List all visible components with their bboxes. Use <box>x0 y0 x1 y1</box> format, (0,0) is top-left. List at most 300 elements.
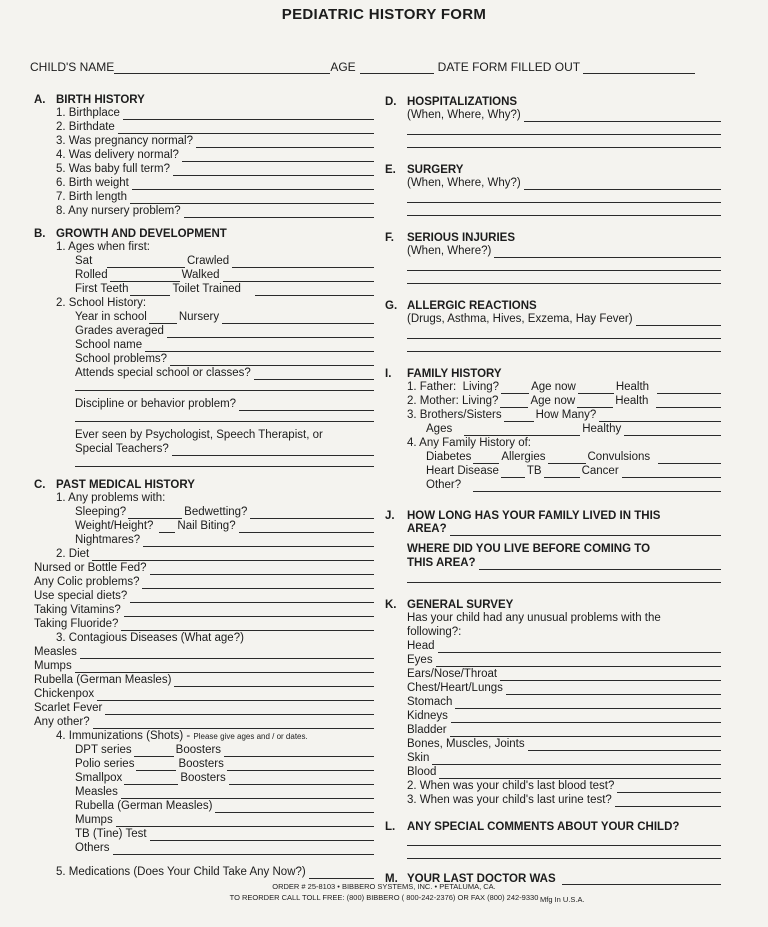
surgery-line-2[interactable] <box>407 190 721 203</box>
siblings-field[interactable] <box>504 410 534 422</box>
k-intro-1: Has your child had any unusual problems with the <box>407 612 661 624</box>
field-label: Age now <box>530 395 576 407</box>
school-name-row <box>34 338 374 352</box>
discipline-row <box>34 397 374 411</box>
field-label: First Teeth <box>75 283 129 295</box>
childs-name-label: CHILD'S NAME <box>30 60 115 74</box>
reorder-info: TO REORDER CALL TOLL FREE: (800) BIBBERO ( 800-242-2376) OR FAX (800) 242-9330 <box>229 893 539 902</box>
bladder-row <box>385 723 721 737</box>
section-a-heading <box>34 90 374 106</box>
family-history-label: 4. Any Family History of: <box>407 437 531 449</box>
section-title: ALLERGIC REACTIONS <box>407 300 537 312</box>
mfg-label: Mfg In U.S.A. <box>540 895 585 904</box>
scarlet-fever-row <box>34 701 374 715</box>
field-label: 6. Birth weight <box>56 177 129 189</box>
heart-disease-field[interactable] <box>501 466 525 478</box>
colic-field[interactable] <box>142 578 374 589</box>
field-label: Grades averaged <box>75 325 164 337</box>
father-living-field[interactable] <box>501 382 529 394</box>
field-label: Bones, Muscles, Joints <box>407 738 525 750</box>
polio-row <box>34 757 374 771</box>
header-fields <box>30 60 720 74</box>
injuries-line-3[interactable] <box>407 271 721 284</box>
sleeping-field[interactable] <box>128 507 182 519</box>
others-field[interactable] <box>113 844 374 855</box>
field-label: 4. Immunizations (Shots) - <box>56 730 191 742</box>
field-label: (When, Where, Why?) <box>407 109 521 121</box>
section-letter: B. <box>34 228 46 240</box>
section-e-heading <box>385 160 721 176</box>
field-label: Walked <box>181 269 220 281</box>
field-label: How Many? <box>535 409 597 421</box>
field-label: 2. When was your child's last blood test? <box>407 780 615 792</box>
siblings-row <box>385 408 721 422</box>
convulsions-field[interactable] <box>658 453 721 464</box>
field-label: 5. Medications (Does Your Child Take Any Now?) <box>56 866 306 878</box>
field-label: Scarlet Fever <box>34 702 103 714</box>
ent-field[interactable] <box>500 670 721 681</box>
section-letter: C. <box>34 479 46 491</box>
contagious-label: 3. Contagious Diseases (What age?) <box>56 632 244 644</box>
section-title: PAST MEDICAL HISTORY <box>56 479 195 491</box>
medications-field[interactable] <box>309 868 374 879</box>
section-title: GENERAL SURVEY <box>407 599 514 611</box>
imm-mumps-row <box>34 813 374 827</box>
grades-row <box>34 324 374 338</box>
field-label: Year in school <box>75 311 147 323</box>
special-school-row <box>34 366 374 380</box>
field-label: Bladder <box>407 724 447 736</box>
field-label: Allergies <box>501 451 546 463</box>
field-label: 2. Mother: <box>407 395 459 407</box>
section-letter: D. <box>385 96 397 108</box>
field-label: Cancer <box>581 465 619 477</box>
diet-field[interactable] <box>92 550 374 561</box>
diabetes-row <box>385 450 721 464</box>
surgery-line-3[interactable] <box>407 203 721 216</box>
nursery-problem-row <box>34 204 374 218</box>
birthplace-row <box>34 106 374 120</box>
field-label: Attends special school or classes? <box>75 367 251 379</box>
others-row <box>34 841 374 855</box>
field-label: Sleeping? <box>75 506 127 518</box>
special-school-line[interactable] <box>75 380 374 391</box>
seen-by-row-2 <box>34 442 374 456</box>
field-label: 1. Birthplace <box>56 107 120 119</box>
first-teeth-field[interactable] <box>130 284 170 296</box>
field-label: 4. Was delivery normal? <box>56 149 179 161</box>
diet-row <box>34 547 374 561</box>
medications-row <box>34 865 374 879</box>
field-label: Stomach <box>407 696 453 708</box>
head-row <box>385 639 721 653</box>
hospitalizations-field[interactable] <box>524 111 721 122</box>
field-label: Mumps <box>34 660 72 672</box>
allergic-row <box>385 312 721 326</box>
chickenpox-row <box>34 687 374 701</box>
field-label: Special Teachers? <box>75 443 169 455</box>
age-field[interactable] <box>360 62 434 74</box>
immunizations-label <box>34 729 374 743</box>
field-label: 5. Was baby full term? <box>56 163 170 175</box>
full-term-field[interactable] <box>173 165 374 176</box>
seen-by-field[interactable] <box>172 445 374 456</box>
surgery-field[interactable] <box>524 179 721 190</box>
vitamins-field[interactable] <box>124 606 374 617</box>
imm-rubella-field[interactable] <box>215 802 374 813</box>
left-column <box>34 90 374 879</box>
field-label: Nursed or Bottle Fed? <box>34 562 147 574</box>
section-title: ANY SPECIAL COMMENTS ABOUT YOUR CHILD? <box>407 821 680 833</box>
section-letter: L. <box>385 821 396 833</box>
order-info: ORDER # 25-8103 • BIBBERO SYSTEMS, INC. • PETALUMA, CA. <box>272 882 496 891</box>
fluoride-field[interactable] <box>121 620 374 631</box>
mumps-row <box>34 659 374 673</box>
field-label: Age now <box>531 381 576 393</box>
childs-name-field[interactable] <box>114 62 330 74</box>
mother-age-field[interactable] <box>577 396 613 408</box>
special-diets-field[interactable] <box>130 592 374 603</box>
section-letter: E. <box>385 164 396 176</box>
school-name-field[interactable] <box>145 341 374 352</box>
field-label: (When, Where, Why?) <box>407 177 521 189</box>
field-label: Discipline or behavior problem? <box>75 398 237 410</box>
colic-row <box>34 575 374 589</box>
school-problems-field[interactable] <box>170 355 374 366</box>
field-label: Rubella (German Measles) <box>75 800 213 812</box>
tb-test-field[interactable] <box>150 830 374 841</box>
mumps-field[interactable] <box>75 662 374 673</box>
dpt-field[interactable] <box>134 745 174 757</box>
field-label: Rubella (German Measles) <box>34 674 172 686</box>
section-l-heading <box>385 817 721 833</box>
allergic-line-3[interactable] <box>407 339 721 352</box>
field-label: Kidneys <box>407 710 448 722</box>
rolled-field[interactable] <box>110 270 180 282</box>
imm-measles-field[interactable] <box>121 788 374 799</box>
how-long-field[interactable] <box>450 525 721 536</box>
bones-field[interactable] <box>528 740 721 751</box>
eyes-field[interactable] <box>436 656 721 667</box>
rubella-field[interactable] <box>174 676 374 687</box>
section-letter: A. <box>34 94 46 106</box>
date-label: DATE FORM FILLED OUT <box>437 60 581 74</box>
bladder-field[interactable] <box>450 726 721 737</box>
blood-test-field[interactable] <box>617 782 721 793</box>
chest-field[interactable] <box>506 684 721 695</box>
section-g-heading <box>385 296 721 312</box>
blood-test-row <box>385 779 721 793</box>
nursed-field[interactable] <box>150 564 374 575</box>
section-letter: K. <box>385 599 397 611</box>
measles-row <box>34 645 374 659</box>
sat-crawled-row <box>34 254 374 268</box>
field-label: Heart Disease <box>426 465 499 477</box>
section-title: GROWTH AND DEVELOPMENT <box>56 228 227 240</box>
urine-test-row <box>385 793 721 807</box>
field-label: 8. Any nursery problem? <box>56 205 181 217</box>
j-this-area-row <box>385 556 721 570</box>
field-label: 2. Birthdate <box>56 121 115 133</box>
nursery-problem-field[interactable] <box>184 207 374 218</box>
tb-test-row <box>34 827 374 841</box>
comments-line-2[interactable] <box>407 846 721 859</box>
field-label: Weight/Height? <box>75 520 154 532</box>
date-field[interactable] <box>583 62 695 74</box>
section-title: SERIOUS INJURIES <box>407 232 515 244</box>
immunizations-note: Please give ages and / or dates. <box>193 732 308 741</box>
section-i-heading <box>385 364 721 380</box>
field-label: Chest/Heart/Lungs <box>407 682 503 694</box>
birthplace-field[interactable] <box>123 109 374 120</box>
injuries-field[interactable] <box>494 247 721 258</box>
ages-row <box>385 422 721 436</box>
field-label: 2. Diet <box>56 548 90 560</box>
how-many-field[interactable] <box>599 411 721 422</box>
birth-length-field[interactable] <box>130 193 374 204</box>
field-label: Nail Biting? <box>177 520 236 532</box>
smallpox-row <box>34 771 374 785</box>
heart-disease-row <box>385 464 721 478</box>
father-age-field[interactable] <box>578 382 614 394</box>
comments-line-1[interactable] <box>407 833 721 846</box>
section-title: HOSPITALIZATIONS <box>407 96 518 108</box>
mother-row <box>385 394 721 408</box>
field-label: Measles <box>34 646 77 658</box>
section-k-heading <box>385 595 721 611</box>
stomach-row <box>385 695 721 709</box>
mother-living-field[interactable] <box>500 396 528 408</box>
vitamins-row <box>34 603 374 617</box>
healthy-field[interactable] <box>624 425 721 436</box>
imm-mumps-field[interactable] <box>116 816 374 827</box>
skin-row <box>385 751 721 765</box>
pregnancy-row <box>34 134 374 148</box>
walked-field[interactable] <box>223 271 374 282</box>
section-letter: G. <box>385 300 398 312</box>
section-title: BIRTH HISTORY <box>56 94 145 106</box>
hospitalizations-line-2[interactable] <box>407 122 721 135</box>
field-label: 1. Father: <box>407 381 457 393</box>
injuries-row <box>385 244 721 258</box>
any-other-field[interactable] <box>93 718 374 729</box>
measles-field[interactable] <box>80 648 374 659</box>
section-title: YOUR LAST DOCTOR WAS <box>407 873 556 885</box>
section-letter: M. <box>385 873 398 885</box>
skin-field[interactable] <box>432 754 721 765</box>
field-label: Sat <box>75 255 93 267</box>
birth-weight-row <box>34 176 374 190</box>
other-row <box>385 478 721 492</box>
hospitalizations-row <box>385 108 721 122</box>
field-label: Eyes <box>407 654 433 666</box>
teeth-toilet-row <box>34 282 374 296</box>
discipline-line[interactable] <box>75 411 374 422</box>
field-label: 3. Was pregnancy normal? <box>56 135 194 147</box>
field-label: Boosters <box>180 772 226 784</box>
year-in-school-field[interactable] <box>149 312 177 324</box>
field-label: School problems? <box>75 353 168 365</box>
crawled-field[interactable] <box>232 257 374 268</box>
delivery-field[interactable] <box>182 151 374 162</box>
stomach-field[interactable] <box>455 698 721 709</box>
nightmares-field[interactable] <box>143 536 374 547</box>
hospitalizations-line-3[interactable] <box>407 135 721 148</box>
pregnancy-field[interactable] <box>196 137 374 148</box>
birthdate-row <box>34 120 374 134</box>
weight-row <box>34 519 374 533</box>
nursery-field[interactable] <box>222 313 374 324</box>
weight-height-field[interactable] <box>159 521 175 533</box>
any-problems-label: 1. Any problems with: <box>56 492 166 504</box>
allergic-field[interactable] <box>636 315 721 326</box>
mother-health-field[interactable] <box>656 397 721 408</box>
ages-field[interactable] <box>464 424 580 436</box>
field-label: Chickenpox <box>34 688 95 700</box>
birth-weight-field[interactable] <box>132 179 374 190</box>
field-label: Boosters <box>178 758 224 770</box>
toilet-trained-field[interactable] <box>255 285 374 296</box>
special-school-field[interactable] <box>254 369 374 380</box>
birth-length-row <box>34 190 374 204</box>
other-field[interactable] <box>473 481 721 492</box>
fluoride-row <box>34 617 374 631</box>
diabetes-field[interactable] <box>473 452 499 464</box>
field-label: Rolled <box>75 269 108 281</box>
allergies-field[interactable] <box>548 452 586 464</box>
field-label: (Drugs, Asthma, Hives, Exzema, Hay Fever) <box>407 313 633 325</box>
field-label: 7. Birth length <box>56 191 127 203</box>
field-label: Polio series <box>75 758 135 770</box>
field-label: TB (Tine) Test <box>75 828 147 840</box>
smallpox-field[interactable] <box>124 773 178 785</box>
field-label: Convulsions <box>587 451 651 463</box>
polio-boosters-field[interactable] <box>227 760 374 771</box>
field-label: Other? <box>426 479 462 491</box>
field-label: Others <box>75 842 110 854</box>
special-diets-row <box>34 589 374 603</box>
where-before-field[interactable] <box>479 559 721 570</box>
field-label: Blood <box>407 766 437 778</box>
field-label: Health <box>615 395 649 407</box>
injuries-line-2[interactable] <box>407 258 721 271</box>
seen-by-line[interactable] <box>75 456 374 467</box>
nursed-row <box>34 561 374 575</box>
j-before-row: WHERE DID YOU LIVE BEFORE COMING TO <box>407 543 651 555</box>
bones-row <box>385 737 721 751</box>
seen-by-row-1: Ever seen by Psychologist, Speech Therapist, or <box>75 429 323 441</box>
school-problems-row <box>34 352 374 366</box>
cancer-field[interactable] <box>622 467 721 478</box>
field-label: Diabetes <box>426 451 472 463</box>
sat-field[interactable] <box>107 256 185 268</box>
sleeping-row <box>34 505 374 519</box>
smallpox-boosters-field[interactable] <box>229 774 374 785</box>
any-other-row <box>34 715 374 729</box>
field-label: AREA? <box>407 523 447 535</box>
footer <box>0 881 768 903</box>
section-letter: F. <box>385 232 394 244</box>
j-area-row <box>385 522 721 536</box>
birthdate-field[interactable] <box>118 123 374 134</box>
section-c-heading <box>34 475 374 491</box>
allergic-line-2[interactable] <box>407 326 721 339</box>
section-letter: J. <box>385 510 395 522</box>
field-label: (When, Where?) <box>407 245 492 257</box>
rubella-row <box>34 673 374 687</box>
field-label: THIS AREA? <box>407 557 476 569</box>
field-label: Nursery <box>178 311 220 323</box>
chest-row <box>385 681 721 695</box>
field-label: Mumps <box>75 814 113 826</box>
field-label: 3. Brothers/Sisters <box>407 409 502 421</box>
kidneys-field[interactable] <box>451 712 721 723</box>
field-label: Head <box>407 640 435 652</box>
field-label: Measles <box>75 786 118 798</box>
scarlet-fever-field[interactable] <box>105 704 374 715</box>
nail-biting-field[interactable] <box>239 522 374 533</box>
father-health-field[interactable] <box>657 383 721 394</box>
form-title: PEDIATRIC HISTORY FORM <box>281 6 487 23</box>
section-d-heading <box>385 92 721 108</box>
field-label: Skin <box>407 752 430 764</box>
year-nursery-row <box>34 310 374 324</box>
section-j-heading <box>385 506 721 522</box>
field-label: Use special diets? <box>34 590 128 602</box>
field-label: Smallpox <box>75 772 123 784</box>
field-label: Taking Fluoride? <box>34 618 119 630</box>
blood-row <box>385 765 721 779</box>
section-letter: I. <box>385 368 392 380</box>
field-label: Bedwetting? <box>184 506 248 518</box>
ent-row <box>385 667 721 681</box>
grades-field[interactable] <box>167 327 374 338</box>
polio-field[interactable] <box>136 759 176 771</box>
field-label: Crawled <box>187 255 230 267</box>
urine-test-field[interactable] <box>615 796 721 807</box>
field-label: Living? <box>462 381 500 393</box>
section-f-heading <box>385 228 721 244</box>
field-label: Any Colic problems? <box>34 576 140 588</box>
head-field[interactable] <box>438 642 722 653</box>
field-label: Toilet Trained <box>172 283 241 295</box>
dpt-row <box>34 743 374 757</box>
field-label: DPT series <box>75 744 132 756</box>
discipline-field[interactable] <box>239 400 374 411</box>
section-title: FAMILY HISTORY <box>407 368 502 380</box>
field-label: 3. When was your child's last urine test? <box>407 794 612 806</box>
section-b-heading <box>34 224 374 240</box>
where-before-line-2[interactable] <box>407 570 721 583</box>
field-label: Boosters <box>175 744 222 756</box>
chickenpox-field[interactable] <box>97 690 374 701</box>
school-history-label: 2. School History: <box>56 297 147 309</box>
surgery-row <box>385 176 721 190</box>
field-label: Taking Vitamins? <box>34 604 121 616</box>
bedwetting-field[interactable] <box>250 508 374 519</box>
blood-field[interactable] <box>439 768 721 779</box>
imm-rubella-row <box>34 799 374 813</box>
age-label: AGE <box>330 60 356 74</box>
imm-measles-row <box>34 785 374 799</box>
dpt-boosters-field[interactable] <box>224 746 374 757</box>
field-label: Ages <box>426 423 453 435</box>
field-label: Ears/Nose/Throat <box>407 668 498 680</box>
tb-field[interactable] <box>544 466 580 478</box>
kidneys-row <box>385 709 721 723</box>
field-label: Living? <box>461 395 499 407</box>
field-label: TB <box>526 465 542 477</box>
